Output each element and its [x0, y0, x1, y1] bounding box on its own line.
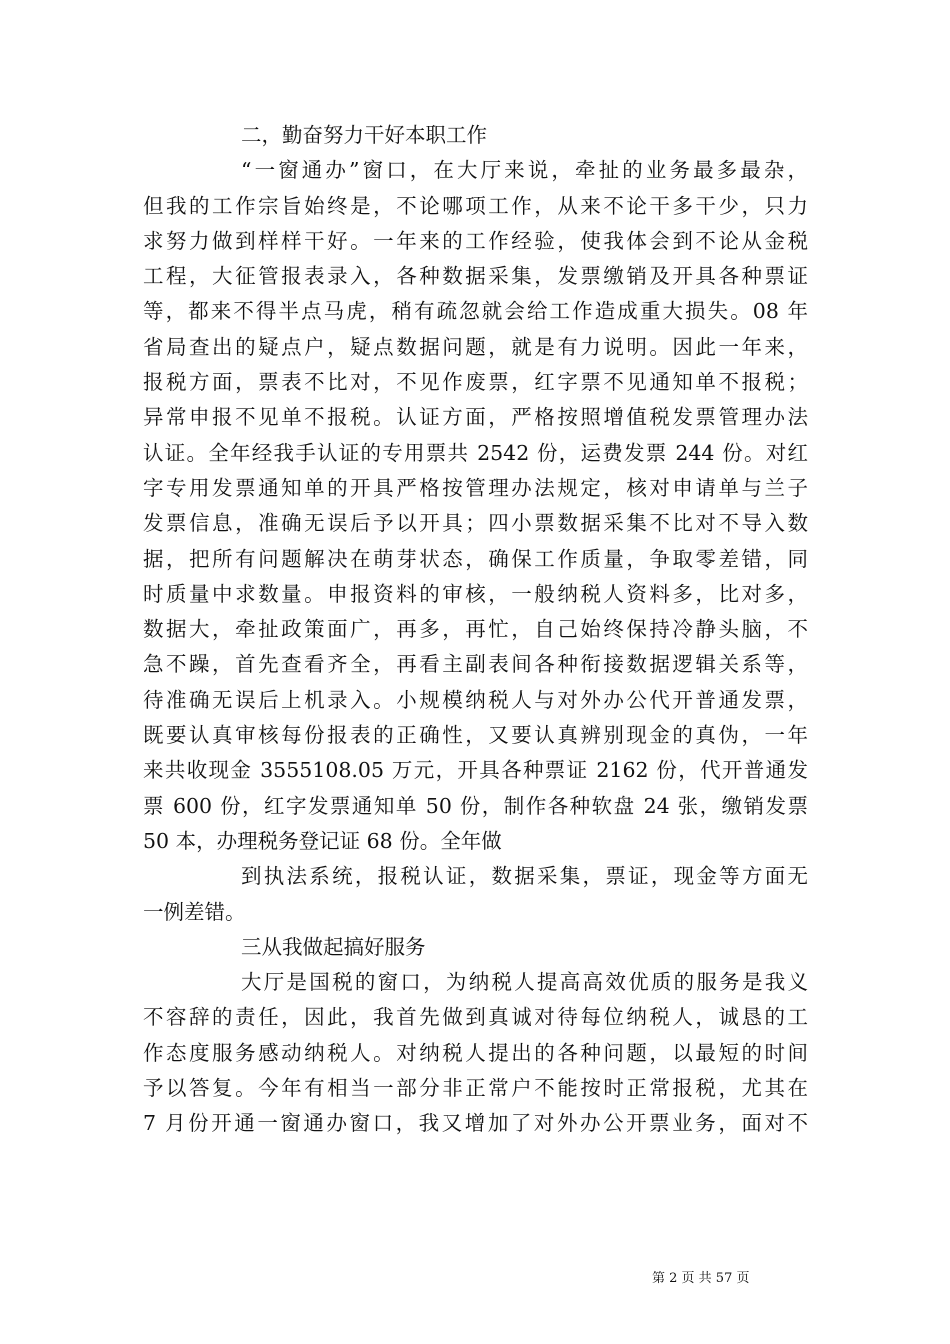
- text-line: 二，勤奋努力干好本职工作: [241, 123, 487, 147]
- text-line: 票 600 份，红字发票通知单 50 份，制作各种软盘 24 张，缴销发票: [143, 793, 808, 818]
- text-line: 求努力做到样样干好。一年来的工作经验，使我体会到不论从金税: [143, 228, 808, 253]
- text-line: 待准确无误后上机录入。小规模纳税人与对外办公代开普通发票，: [143, 687, 808, 712]
- text-line: 数据大，牵扯政策面广，再多，再忙，自己始终保持冷静头脑，不: [143, 617, 808, 642]
- text-line: 予以答复。今年有相当一部分非正常户不能按时正常报税，尤其在: [143, 1076, 808, 1101]
- text-line: 三从我做起搞好服务: [241, 934, 426, 959]
- text-line: 大厅是国税的窗口，为纳税人提高高效优质的服务是我义: [241, 970, 808, 995]
- text-line: 不容辞的责任，因此，我首先做到真诚对待每位纳税人，诚恳的工: [143, 1005, 808, 1030]
- text-line: 工程，大征管报表录入，各种数据采集，发票缴销及开具各种票证: [143, 264, 808, 289]
- text-line: 7 月份开通一窗通办窗口，我又增加了对外办公开票业务，面对不: [143, 1111, 808, 1136]
- text-line: 认证。全年经我手认证的专用票共 2542 份，运费发票 244 份。对红: [143, 440, 808, 465]
- text-line: 到执法系统，报税认证，数据采集，票证，现金等方面无: [241, 864, 808, 889]
- text-line: 一例差错。: [143, 899, 246, 924]
- text-line: 时质量中求数量。申报资料的审核，一般纳税人资料多，比对多，: [143, 581, 808, 606]
- text-line: 发票信息，准确无误后予以开具；四小票数据采集不比对不导入数: [143, 511, 808, 536]
- text-line: 来共收现金 3555108.05 万元，开具各种票证 2162 份，代开普通发: [143, 758, 808, 783]
- text-line: 50 本，办理税务登记证 68 份。全年做: [143, 828, 502, 853]
- text-line: 字专用发票通知单的开具严格按管理办法规定，核对申请单与兰子: [143, 475, 808, 500]
- text-line: 报税方面，票表不比对，不见作废票，红字票不见通知单不报税；: [143, 370, 808, 395]
- text-line: 等，都来不得半点马虎，稍有疏忽就会给工作造成重大损失。08 年: [143, 299, 808, 324]
- text-line: 异常申报不见单不报税。认证方面，严格按照增值税发票管理办法: [143, 405, 808, 430]
- text-line: 急不躁，首先查看齐全，再看主副表间各种衔接数据逻辑关系等，: [143, 652, 808, 677]
- page-number: 第 2 页 共 57 页: [652, 1271, 750, 1286]
- text-line: 作态度服务感动纳税人。对纳税人提出的各种问题，以最短的时间: [143, 1040, 808, 1065]
- text-line: 据，把所有问题解决在萌芽状态，确保工作质量，争取零差错，同: [143, 546, 808, 571]
- text-line: 省局查出的疑点户，疑点数据问题，就是有力说明。因此一年来，: [143, 334, 808, 359]
- document-body: [143, 118, 808, 1142]
- text-line: “一窗通办”窗口，在大厅来说，牵扯的业务最多最杂，: [241, 158, 808, 183]
- text-line: 既要认真审核每份报表的正确性，又要认真辨别现金的真伪，一年: [143, 723, 808, 748]
- text-line: 但我的工作宗旨始终是，不论哪项工作，从来不论干多干少，只力: [143, 193, 808, 218]
